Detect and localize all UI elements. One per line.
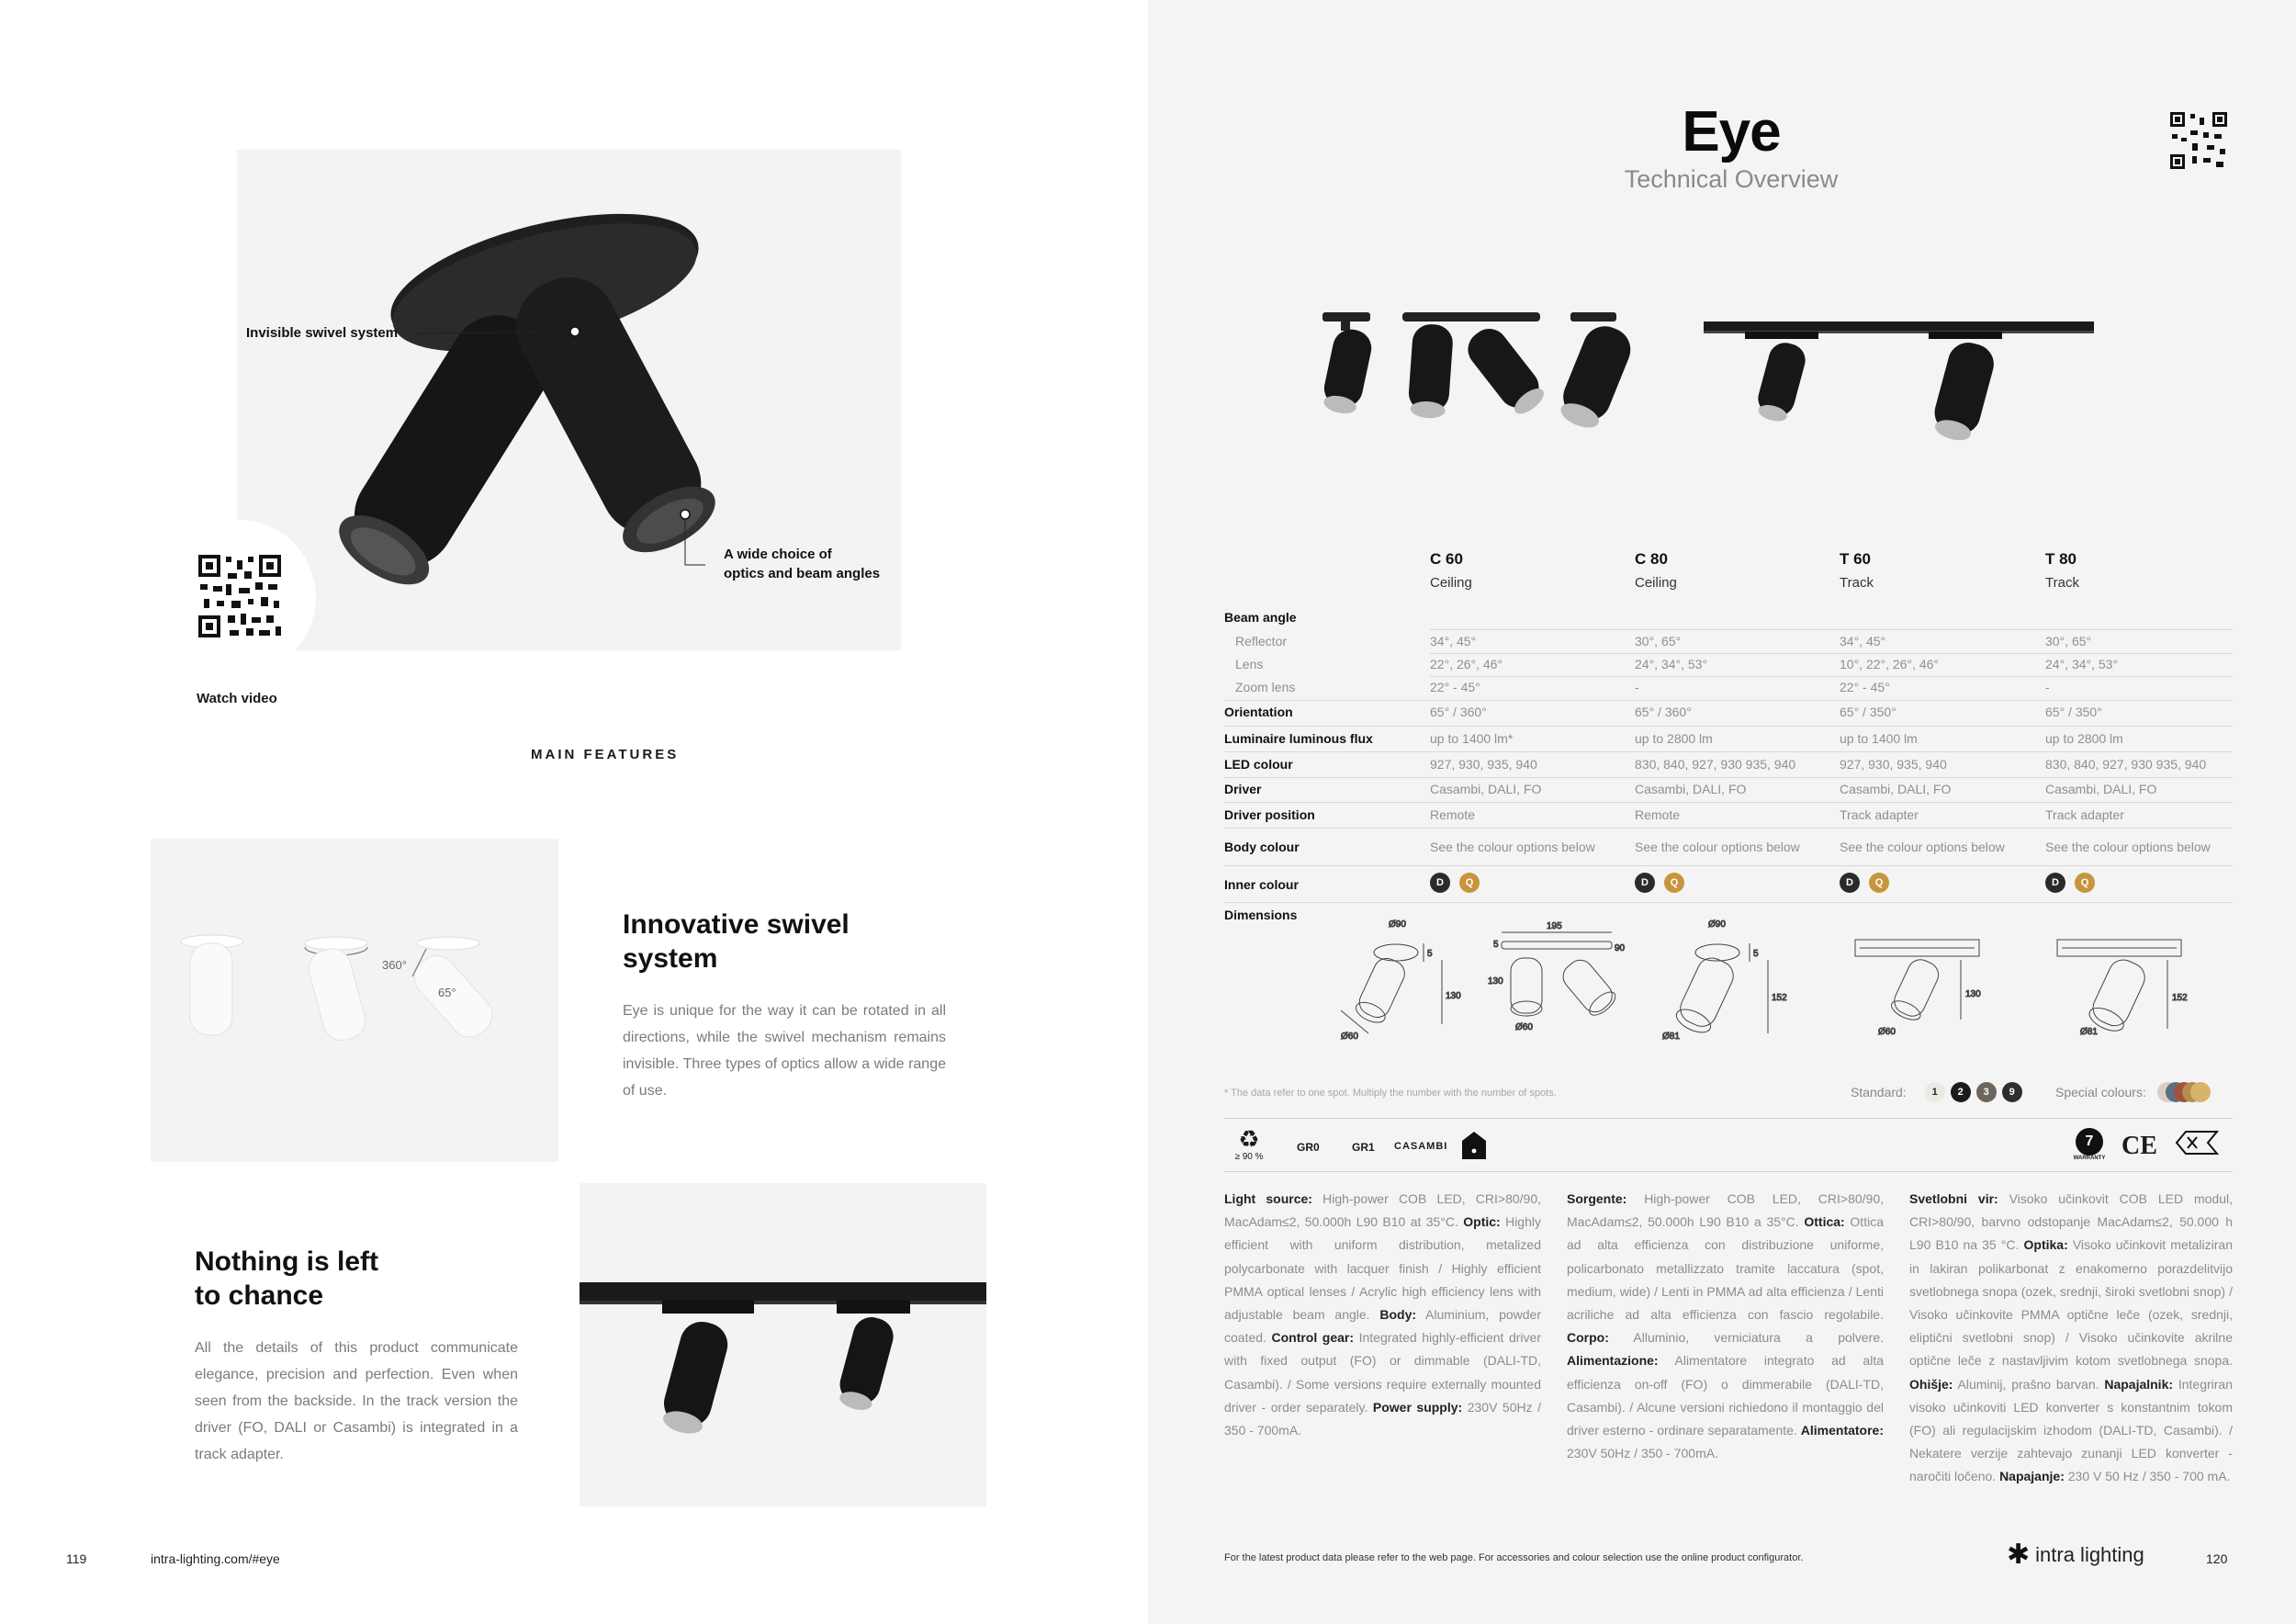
cell: 65° / 360° bbox=[1430, 705, 1487, 719]
feature-swivel-body: Eye is unique for the way it can be rotated in all directions, while the swivel mechanism remains invisible. Three types of optics allow a wide range of use. bbox=[623, 1003, 946, 1099]
footer-note: For the latest product data please refer to the web page. For accessories and colour selection use the online product configurator. bbox=[1224, 1552, 1804, 1563]
label-reflector: Reflector bbox=[1235, 634, 1288, 648]
divider bbox=[1224, 1171, 2233, 1172]
video-qr-circle[interactable] bbox=[162, 520, 316, 674]
col-sub-t60: Track bbox=[1840, 575, 1874, 591]
standard-swatch-9: 9 bbox=[2002, 1082, 2022, 1102]
rotation-diagram bbox=[151, 839, 558, 1162]
divider bbox=[1224, 1118, 2233, 1119]
ce-mark-icon: CE bbox=[2122, 1132, 2157, 1160]
wee-mark-icon bbox=[2175, 1128, 2219, 1162]
dim-c80-diameter: Ø90 bbox=[1708, 919, 1726, 930]
label-flux: Luminaire luminous flux bbox=[1224, 731, 1373, 746]
standard-label: Standard: bbox=[1851, 1085, 1907, 1100]
divider bbox=[1224, 828, 2233, 829]
dim-c60-height: 5 bbox=[1427, 949, 1433, 959]
tech-text-it: Sorgente: High-power COB LED, CRI>80/90, MacAdam≤2, 50.000h L90 B10 a 35°C. Ottica: Ottica ad alta efficienza con distribuzione uniforme, policarbonato metallizzato tramite laccatura (spot, medium, wide) / Lenti in PMMA ad alta efficienza / Lenti acriliche ad alta efficienza con fascio regolabile. Corpo: Alluminio, verniciatura a polvere. Alimentazione: Alimentatore integrato ad alta efficienza on-off (FO) o dimmerabile (DALI-TD, Casambi). / Alcune versioni richiedono il montaggio del driver esterno - ordinare separatamente. Alimentatore: 230V 50Hz / 350 - 700mA. bbox=[1567, 1191, 1884, 1461]
cell: 65° / 350° bbox=[1840, 705, 1896, 719]
cell: 65° / 360° bbox=[1635, 705, 1692, 719]
inner-colour-swatches-c80 bbox=[1635, 873, 1684, 893]
callout-swivel: Invisible swivel system bbox=[246, 325, 399, 341]
cell: 34°, 45° bbox=[1430, 634, 1477, 648]
cell: See the colour options below bbox=[1635, 840, 1800, 854]
qr-code-icon[interactable] bbox=[162, 520, 316, 674]
inner-colour-swatches-t60 bbox=[1840, 873, 1889, 893]
main-features-heading: MAIN FEATURES bbox=[531, 747, 680, 762]
cell: 22° - 45° bbox=[1430, 680, 1480, 694]
col-sub-c80: Ceiling bbox=[1635, 575, 1677, 591]
product-subtitle: Technical Overview bbox=[1624, 165, 1839, 193]
cell: Casambi, DALI, FO bbox=[1635, 782, 1747, 796]
c60-double-dimension-drawing bbox=[1488, 921, 1626, 1032]
tech-text-sl: Svetlobni vir: Visoko učinkovit COB LED modul, CRI>80/90, barvno odstopanje MacAdam≤2, 50.000 h L90 B10 na 35 °C. Optika: Visoko učinkovit metaliziran in lakiran polikarbonat z enakomerno porazdelitvijo svetlobnega snopa (ozek, srednji, široki svetlobni snop) / Visoko učinkovite PMMA optične leče (ozek, srednji, eliptični svetlobni snop) / Visoko učinkovite akrilne optične leče z nastavljivim kotom svetlobnega snopa. Ohišje: Aluminij, prašno barvan. Napajalnik: Integriran visoko učinkoviti LED konverter s konstantnim tokom (FO) ali regulacijskim izhodom (DALI-TD, Casambi). / Nekatere verzije zahtevajo zunanji LED konverter - naročiti ločeno. Napajanje: 230 V 50 Hz / 350 - 700 mA. bbox=[1909, 1191, 2234, 1484]
inner-swatch-d: D bbox=[1430, 873, 1450, 893]
col-head-c60: C 60 bbox=[1430, 550, 1463, 568]
label-lens: Lens bbox=[1235, 657, 1264, 671]
tech-text-en: Light source: High-power COB LED, CRI>80/90, MacAdam≤2, 50.000h L90 B10 at 35°C. Optic: Highly efficient with uniform distribution, metalized polycarbonate with lacquer finish / Highly efficient PMMA optical lenses / Acrylic high efficiency lens with adjustable beam angle. Body: Aluminium, powder coated. Control gear: Integrated highly-efficient driver with fixed output (FO) or dimmable (DALI-TD, Casambi). / Some versions require externally mounted driver - order separately. Power supply: 230V 50Hz / 350 - 700mA. bbox=[1224, 1191, 1542, 1438]
dimension-drawings bbox=[1304, 914, 2233, 1043]
left-page-number: 119 bbox=[66, 1551, 87, 1566]
callout-optics-line1: A wide choice of bbox=[724, 547, 832, 562]
inner-swatch-q: Q bbox=[1664, 873, 1684, 893]
dim-t80-diameter: Ø81 bbox=[2080, 1027, 2098, 1037]
dim-t60-diameter: Ø60 bbox=[1878, 1027, 1896, 1037]
inner-swatch-q: Q bbox=[2075, 873, 2095, 893]
feature-chance-title-line1: Nothing is left bbox=[195, 1246, 378, 1277]
cell: Casambi, DALI, FO bbox=[2045, 782, 2157, 796]
special-label: Special colours: bbox=[2055, 1085, 2146, 1100]
divider bbox=[1430, 629, 2233, 630]
inner-colour-swatches-c60 bbox=[1430, 873, 1480, 893]
col-head-t60: T 60 bbox=[1840, 550, 1872, 568]
feature-chance-title-line2: to chance bbox=[195, 1280, 324, 1311]
col-sub-c60: Ceiling bbox=[1430, 575, 1472, 591]
label-driver: Driver bbox=[1224, 782, 1262, 796]
label-dimensions: Dimensions bbox=[1224, 908, 1298, 922]
label-driver-position: Driver position bbox=[1224, 807, 1315, 822]
divider bbox=[1224, 751, 2233, 752]
angle-65-label: 65° bbox=[438, 986, 456, 999]
dim-c60-length: 130 bbox=[1446, 991, 1461, 1001]
label-beam-angle: Beam angle bbox=[1224, 610, 1297, 625]
divider bbox=[1224, 726, 2233, 727]
divider bbox=[1224, 777, 2233, 778]
footnote: * The data refer to one spot. Multiply the number with the number of spots. bbox=[1224, 1088, 1557, 1099]
cell: See the colour options below bbox=[2045, 840, 2211, 854]
divider bbox=[1430, 653, 2233, 654]
cell: up to 2800 lm bbox=[2045, 731, 2123, 746]
standard-swatch-1: 1 bbox=[1925, 1082, 1945, 1102]
track-spotlights bbox=[580, 1183, 986, 1506]
inner-colour-swatches-t80 bbox=[2045, 873, 2095, 893]
feature-swivel bbox=[623, 908, 946, 1104]
inner-swatch-q: Q bbox=[1869, 873, 1889, 893]
cell: See the colour options below bbox=[1840, 840, 2005, 854]
cell: Remote bbox=[1430, 807, 1476, 822]
home-icon bbox=[1462, 1132, 1486, 1164]
brand-star-icon: ✱ bbox=[2007, 1539, 2031, 1570]
cell: Remote bbox=[1635, 807, 1681, 822]
cell: 830, 840, 927, 930 935, 940 bbox=[1635, 757, 1796, 772]
cell: 927, 930, 935, 940 bbox=[1840, 757, 1947, 772]
cell: - bbox=[1635, 680, 1639, 694]
dim-c80-height: 5 bbox=[1753, 949, 1759, 959]
feature-swivel-title-line2: system bbox=[623, 943, 718, 974]
special-colours-stack bbox=[2157, 1082, 2212, 1102]
cell: Casambi, DALI, FO bbox=[1840, 782, 1952, 796]
gr0-icon: GR0 bbox=[1297, 1141, 1320, 1154]
standard-swatch-3: 3 bbox=[1976, 1082, 1997, 1102]
gr1-icon: GR1 bbox=[1352, 1141, 1375, 1154]
dim-double-a: 5 bbox=[1493, 940, 1499, 950]
cell: Track adapter bbox=[2045, 807, 2124, 822]
feature-chance-title bbox=[195, 1245, 518, 1313]
track-illustration bbox=[580, 1183, 986, 1506]
product-title: Eye bbox=[1682, 100, 1781, 164]
divider bbox=[1224, 700, 2233, 701]
recycle-label: ≥ 90 % bbox=[1234, 1152, 1264, 1162]
angle-360-label: 360° bbox=[382, 958, 407, 972]
c60-product-image bbox=[1320, 312, 1375, 417]
c80-product-image bbox=[1554, 312, 1638, 434]
warranty-years: 7 bbox=[2076, 1128, 2103, 1156]
casambi-logo: CASAMBI bbox=[1394, 1141, 1448, 1152]
brand-name: intra lighting bbox=[2035, 1543, 2144, 1566]
standard-colours bbox=[1851, 1082, 2022, 1102]
feature-chance bbox=[195, 1245, 518, 1468]
product-variants-row bbox=[1286, 306, 2204, 453]
inner-swatch-q: Q bbox=[1459, 873, 1480, 893]
special-colours bbox=[2055, 1082, 2212, 1102]
label-zoom-lens: Zoom lens bbox=[1235, 680, 1296, 694]
divider bbox=[1430, 676, 2233, 677]
label-body-colour: Body colour bbox=[1224, 840, 1300, 854]
cell: 65° / 350° bbox=[2045, 705, 2102, 719]
label-led-colour: LED colour bbox=[1224, 757, 1293, 772]
inner-swatch-d: D bbox=[1635, 873, 1655, 893]
warranty-label: WARRANTY bbox=[2073, 1156, 2106, 1161]
col-head-c80: C 80 bbox=[1635, 550, 1668, 568]
dim-double-height: 130 bbox=[1488, 976, 1503, 987]
cell: 10°, 22°, 26°, 46° bbox=[1840, 657, 1940, 671]
brand-logo bbox=[2007, 1539, 2144, 1570]
cell: up to 2800 lm bbox=[1635, 731, 1713, 746]
dim-c60-diameter: Ø90 bbox=[1389, 919, 1406, 930]
standard-swatch-2: 2 bbox=[1951, 1082, 1971, 1102]
c60-dimension-drawing bbox=[1341, 919, 1461, 1042]
col-head-t80: T 80 bbox=[2045, 550, 2077, 568]
cell: 22°, 26°, 46° bbox=[1430, 657, 1503, 671]
right-page bbox=[1148, 0, 2296, 1624]
cell: up to 1400 lm bbox=[1840, 731, 1918, 746]
divider bbox=[1224, 865, 2233, 866]
cell: - bbox=[2045, 680, 2050, 694]
divider bbox=[1224, 902, 2233, 903]
warranty-icon bbox=[2071, 1128, 2108, 1161]
dim-t80-length: 152 bbox=[2172, 993, 2188, 1003]
product-url-link[interactable]: intra-lighting.com/#eye bbox=[151, 1551, 280, 1566]
cell: 30°, 65° bbox=[2045, 634, 2092, 648]
dim-double-b: 90 bbox=[1615, 943, 1626, 953]
cell: See the colour options below bbox=[1430, 840, 1595, 854]
dim-t60-length: 130 bbox=[1965, 989, 1981, 999]
cell: 927, 930, 935, 940 bbox=[1430, 757, 1537, 772]
c80-double-product-image bbox=[1402, 312, 1550, 420]
dim-c60-bottom: Ø60 bbox=[1341, 1032, 1358, 1042]
feature-swivel-title-line1: Innovative swivel bbox=[623, 909, 850, 940]
feature-swivel-title bbox=[623, 908, 946, 976]
cell: 22° - 45° bbox=[1840, 680, 1890, 694]
cell: 24°, 34°, 53° bbox=[1635, 657, 1708, 671]
dim-c80-length: 152 bbox=[1772, 993, 1787, 1003]
cell: Casambi, DALI, FO bbox=[1430, 782, 1542, 796]
callout-optics-line2: optics and beam angles bbox=[724, 566, 881, 581]
col-sub-t80: Track bbox=[2045, 575, 2079, 591]
label-inner-colour: Inner colour bbox=[1224, 877, 1299, 892]
cell: 30°, 65° bbox=[1635, 634, 1682, 648]
dim-double-width: 195 bbox=[1547, 921, 1562, 931]
inner-swatch-d: D bbox=[1840, 873, 1860, 893]
cell: 830, 840, 927, 930 935, 940 bbox=[2045, 757, 2207, 772]
cell: up to 1400 lm* bbox=[1430, 731, 1514, 746]
t60-dimension-drawing bbox=[1855, 940, 1981, 1037]
dim-c80-bottom: Ø81 bbox=[1662, 1032, 1680, 1042]
track-product-images bbox=[1704, 321, 2094, 445]
divider bbox=[1224, 802, 2233, 803]
t80-dimension-drawing bbox=[2057, 940, 2188, 1037]
label-orientation: Orientation bbox=[1224, 705, 1293, 719]
inner-swatch-d: D bbox=[2045, 873, 2065, 893]
recycle-icon: ♻ ≥ 90 % bbox=[1231, 1126, 1267, 1162]
callout-optics bbox=[724, 545, 880, 583]
swivel-illustration bbox=[151, 839, 558, 1162]
cell: 24°, 34°, 53° bbox=[2045, 657, 2119, 671]
watch-video-label: Watch video bbox=[197, 691, 277, 706]
qr-code-icon[interactable] bbox=[2170, 112, 2227, 169]
dim-double-diameter: Ø60 bbox=[1515, 1022, 1533, 1032]
c80-dimension-drawing bbox=[1662, 919, 1787, 1042]
right-page-number: 120 bbox=[2206, 1551, 2228, 1566]
cell: 34°, 45° bbox=[1840, 634, 1886, 648]
cell: Track adapter bbox=[1840, 807, 1919, 822]
feature-chance-body: All the details of this product communicate elegance, precision and perfection. Even when seen from the backside. In the track version the driver (FO, DALI or Casambi) is integrated in a track adapter. bbox=[195, 1340, 518, 1462]
